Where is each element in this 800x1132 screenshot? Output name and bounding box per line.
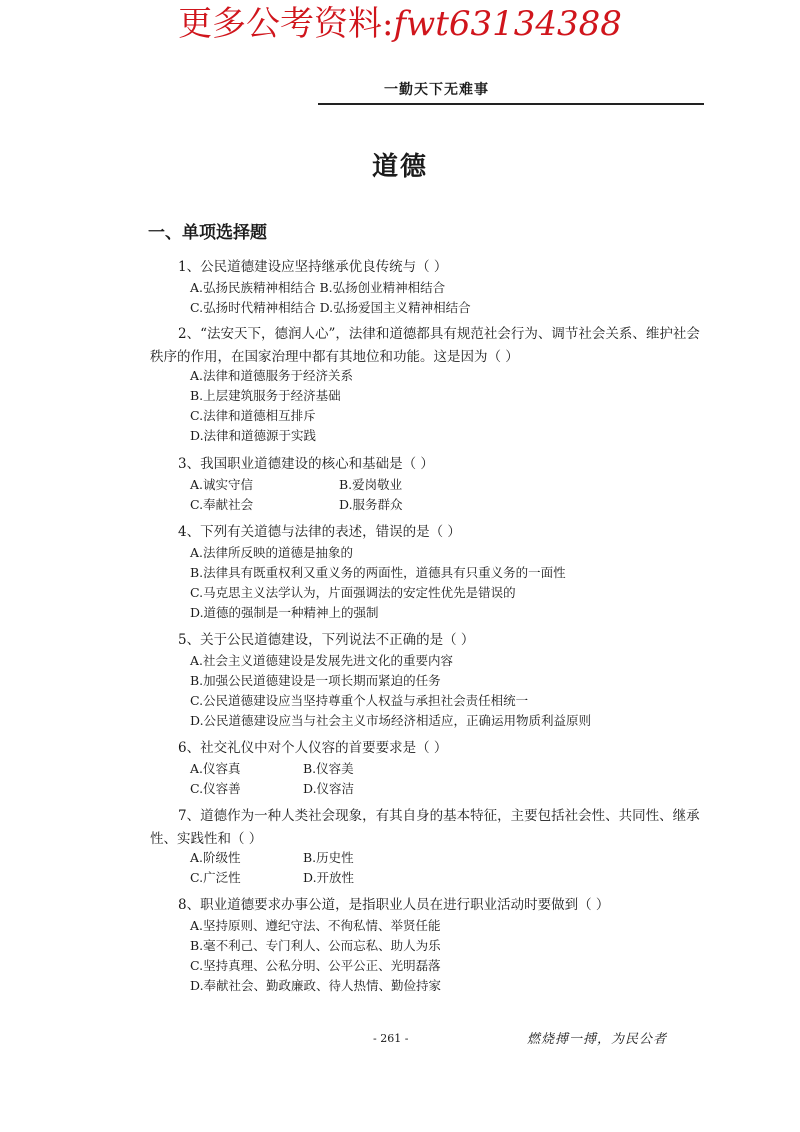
question-stem: 7、道德作为一种人类社会现象，有其自身的基本特征，主要包括社会性、共同性、继承性、实践性和（ ） [150, 808, 700, 847]
watermark-text: 更多公考资料: [178, 4, 394, 44]
question-stem: 4、下列有关道德与法律的表述，错误的是（ ） [178, 524, 461, 540]
question-stem: 8、职业道德要求办事公道，是指职业人员在进行职业活动时要做到（ ） [178, 897, 610, 913]
option-d: D.仪容洁 [303, 781, 355, 796]
option-c: C.广泛性 [190, 870, 241, 885]
header-rule [318, 103, 704, 105]
section-heading: 一、单项选择题 [148, 223, 267, 243]
option-line: A.弘扬民族精神相结合 B.弘扬创业精神相结合 [190, 280, 446, 295]
option-line: C.弘扬时代精神相结合 D.弘扬爱国主义精神相结合 [190, 300, 471, 315]
option-b: B.毫不利己、专门利人、公而忘私、助人为乐 [190, 938, 441, 953]
watermark [0, 2, 800, 46]
question-stem: 6、社交礼仪中对个人仪容的首要要求是（ ） [178, 740, 448, 756]
option-c: C.奉献社会 [190, 497, 254, 512]
option-d: D.道德的强制是一种精神上的强制 [190, 605, 379, 620]
option-b: B.法律具有既重权利又重义务的两面性，道德具有只重义务的一面性 [190, 565, 566, 580]
option-c: C.仪容善 [190, 781, 241, 796]
option-b: B.加强公民道德建设是一项长期而紧迫的任务 [190, 673, 441, 688]
option-c: C.马克思主义法学认为，片面强调法的安定性优先是错误的 [190, 585, 516, 600]
option-b: B.爱岗敬业 [339, 477, 403, 492]
option-a: A.仪容真 [190, 761, 241, 776]
option-d: D.奉献社会、勤政廉政、待人热情、勤俭持家 [190, 978, 442, 993]
option-b: B.历史性 [303, 850, 354, 865]
option-c: C.法律和道德相互排斥 [190, 408, 316, 423]
question-stem: 2、“法安天下，德润人心”，法律和道德都具有规范社会行为、调节社会关系、维护社会秩序的作用，在国家治理中都有其地位和功能。这是因为（ ） [150, 326, 700, 365]
option-b: B.上层建筑服务于经济基础 [190, 388, 341, 403]
option-d: D.法律和道德源于实践 [190, 428, 317, 443]
option-b: B.仪容美 [303, 761, 354, 776]
option-c: C.公民道德建设应当坚持尊重个人权益与承担社会责任相统一 [190, 693, 529, 708]
option-d: D.服务群众 [339, 497, 403, 512]
option-a: A.诚实守信 [190, 477, 254, 492]
question-stem: 5、关于公民道德建设，下列说法不正确的是（ ） [178, 632, 475, 648]
question-stem: 3、我国职业道德建设的核心和基础是（ ） [178, 456, 434, 472]
option-a: A.社会主义道德建设是发展先进文化的重要内容 [190, 653, 454, 668]
header-motto: 一勤天下无难事 [384, 82, 489, 98]
option-d: D.开放性 [303, 870, 355, 885]
page-number: - 261 - [373, 1032, 409, 1045]
page-title: 道德 [371, 152, 428, 182]
footer-motto: 燃烧搏一搏，为民公者 [527, 1032, 668, 1047]
option-d: D.公民道德建设应当与社会主义市场经济相适应，正确运用物质利益原则 [190, 713, 592, 728]
option-a: A.坚持原则、遵纪守法、不徇私情、举贤任能 [190, 918, 441, 933]
option-a: A.阶级性 [190, 850, 241, 865]
question-stem: 1、公民道德建设应坚持继承优良传统与（ ） [178, 259, 448, 275]
option-c: C.坚持真理、公私分明、公平公正、光明磊落 [190, 958, 441, 973]
option-a: A.法律和道德服务于经济关系 [190, 368, 354, 383]
watermark-contact: fwt63134388 [393, 4, 622, 44]
option-a: A.法律所反映的道德是抽象的 [190, 545, 354, 560]
